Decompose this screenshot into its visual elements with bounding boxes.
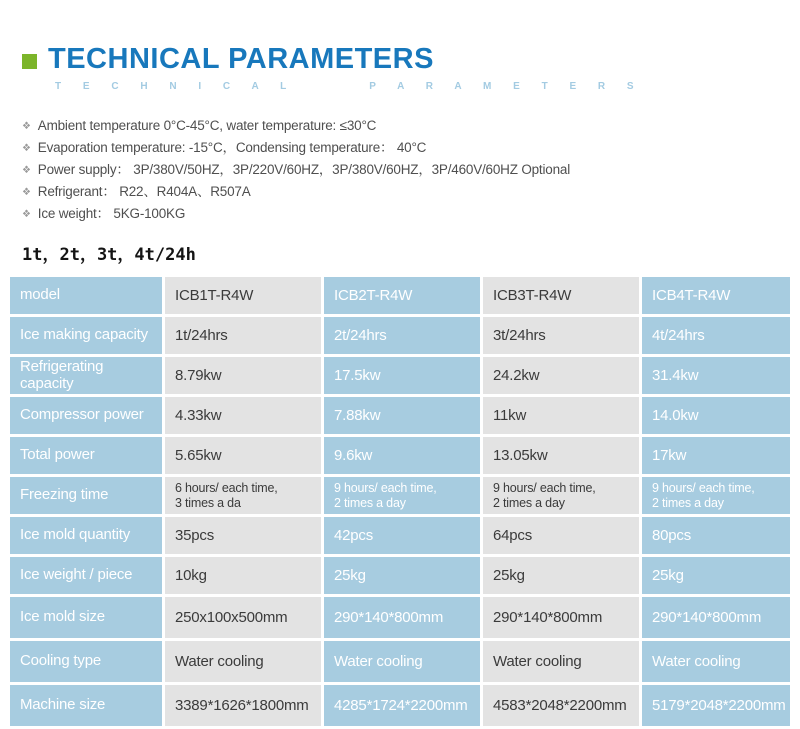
table-row xyxy=(10,477,790,514)
page-title: TECHNICAL PARAMETERS xyxy=(48,43,434,75)
table-row xyxy=(10,357,790,394)
green-square-icon xyxy=(22,54,37,69)
spec-item-text: Refrigerant： R22、R404A、R507A xyxy=(37,184,251,199)
value-cell: 290*140*800mm xyxy=(324,597,480,638)
value-cell: Water cooling xyxy=(165,641,321,682)
spec-item-text: Power supply： 3P/380V/50HZ，3P/220V/60HZ，3P/380V/60HZ，3P/460V/60HZ Optional xyxy=(37,162,571,177)
value-cell: 8.79kw xyxy=(165,357,321,394)
row-label-cell: Refrigerating capacity xyxy=(10,357,162,394)
value-cell: 4583*2048*2200mm xyxy=(483,685,639,726)
value-cell: 250x100x500mm xyxy=(165,597,321,638)
diamond-bullet-icon: ❖ xyxy=(22,209,31,220)
table-row xyxy=(10,641,790,682)
parameters-table xyxy=(7,274,793,729)
value-cell: 24.2kw xyxy=(483,357,639,394)
value-cell: 31.4kw xyxy=(642,357,790,394)
spec-item xyxy=(22,116,800,138)
row-label-cell: Ice mold quantity xyxy=(10,517,162,554)
spec-item xyxy=(22,138,800,160)
value-cell: 35pcs xyxy=(165,517,321,554)
row-label-cell: Ice making capacity xyxy=(10,317,162,354)
value-cell: 9 hours/ each time, 2 times a day xyxy=(483,477,639,514)
table-row xyxy=(10,397,790,434)
spec-item xyxy=(22,204,800,226)
value-cell: Water cooling xyxy=(324,641,480,682)
diamond-bullet-icon: ❖ xyxy=(22,143,31,154)
table-row xyxy=(10,685,790,726)
value-cell: 17kw xyxy=(642,437,790,474)
row-label-cell: Total power xyxy=(10,437,162,474)
value-cell: 6 hours/ each time, 3 times a da xyxy=(165,477,321,514)
value-cell: 4.33kw xyxy=(165,397,321,434)
value-cell: 10kg xyxy=(165,557,321,594)
value-cell: 5.65kw xyxy=(165,437,321,474)
value-cell: 290*140*800mm xyxy=(483,597,639,638)
value-cell: 14.0kw xyxy=(642,397,790,434)
spec-list xyxy=(22,116,800,226)
value-cell: 64pcs xyxy=(483,517,639,554)
diamond-bullet-icon: ❖ xyxy=(22,165,31,176)
row-label-cell: Machine size xyxy=(10,685,162,726)
row-label-cell: Ice weight / piece xyxy=(10,557,162,594)
value-cell: 7.88kw xyxy=(324,397,480,434)
spec-item-text: Ice weight： 5KG-100KG xyxy=(37,206,186,221)
page-header xyxy=(0,0,800,92)
value-cell: 42pcs xyxy=(324,517,480,554)
row-label-cell: Freezing time xyxy=(10,477,162,514)
value-cell: 1t/24hrs xyxy=(165,317,321,354)
value-cell: 17.5kw xyxy=(324,357,480,394)
model-cell: ICB2T-R4W xyxy=(324,277,480,314)
value-cell: 25kg xyxy=(324,557,480,594)
value-cell: 9 hours/ each time, 2 times a day xyxy=(324,477,480,514)
model-cell: ICB4T-R4W xyxy=(642,277,790,314)
value-cell: 25kg xyxy=(642,557,790,594)
table-header-row xyxy=(10,277,790,314)
value-cell: 9.6kw xyxy=(324,437,480,474)
value-cell: 4t/24hrs xyxy=(642,317,790,354)
table-row xyxy=(10,597,790,638)
value-cell: 4285*1724*2200mm xyxy=(324,685,480,726)
table-row xyxy=(10,437,790,474)
value-cell: Water cooling xyxy=(642,641,790,682)
value-cell: 3389*1626*1800mm xyxy=(165,685,321,726)
row-label-cell: Compressor power xyxy=(10,397,162,434)
page-subtitle: T E C H N I C A L P A R A M E T E R S xyxy=(55,81,644,92)
value-cell: Water cooling xyxy=(483,641,639,682)
diamond-bullet-icon: ❖ xyxy=(22,187,31,198)
table-row xyxy=(10,317,790,354)
model-cell: ICB3T-R4W xyxy=(483,277,639,314)
table-row xyxy=(10,557,790,594)
row-label-cell: model xyxy=(10,277,162,314)
value-cell: 290*140*800mm xyxy=(642,597,790,638)
capacity-heading: 1t，2t，3t，4t/24h xyxy=(22,245,196,265)
table-row xyxy=(10,517,790,554)
value-cell: 9 hours/ each time, 2 times a day xyxy=(642,477,790,514)
value-cell: 11kw xyxy=(483,397,639,434)
spec-item xyxy=(22,182,800,204)
value-cell: 25kg xyxy=(483,557,639,594)
value-cell: 80pcs xyxy=(642,517,790,554)
model-cell: ICB1T-R4W xyxy=(165,277,321,314)
diamond-bullet-icon: ❖ xyxy=(22,121,31,132)
value-cell: 3t/24hrs xyxy=(483,317,639,354)
value-cell: 13.05kw xyxy=(483,437,639,474)
value-cell: 2t/24hrs xyxy=(324,317,480,354)
spec-item-text: Ambient temperature 0°C-45°C, water temperature: ≤30°C xyxy=(37,118,377,133)
spec-item-text: Evaporation temperature: -15°C，Condensing temperature： 40°C xyxy=(37,140,427,155)
spec-item xyxy=(22,160,800,182)
row-label-cell: Cooling type xyxy=(10,641,162,682)
value-cell: 5179*2048*2200mm xyxy=(642,685,790,726)
row-label-cell: Ice mold size xyxy=(10,597,162,638)
